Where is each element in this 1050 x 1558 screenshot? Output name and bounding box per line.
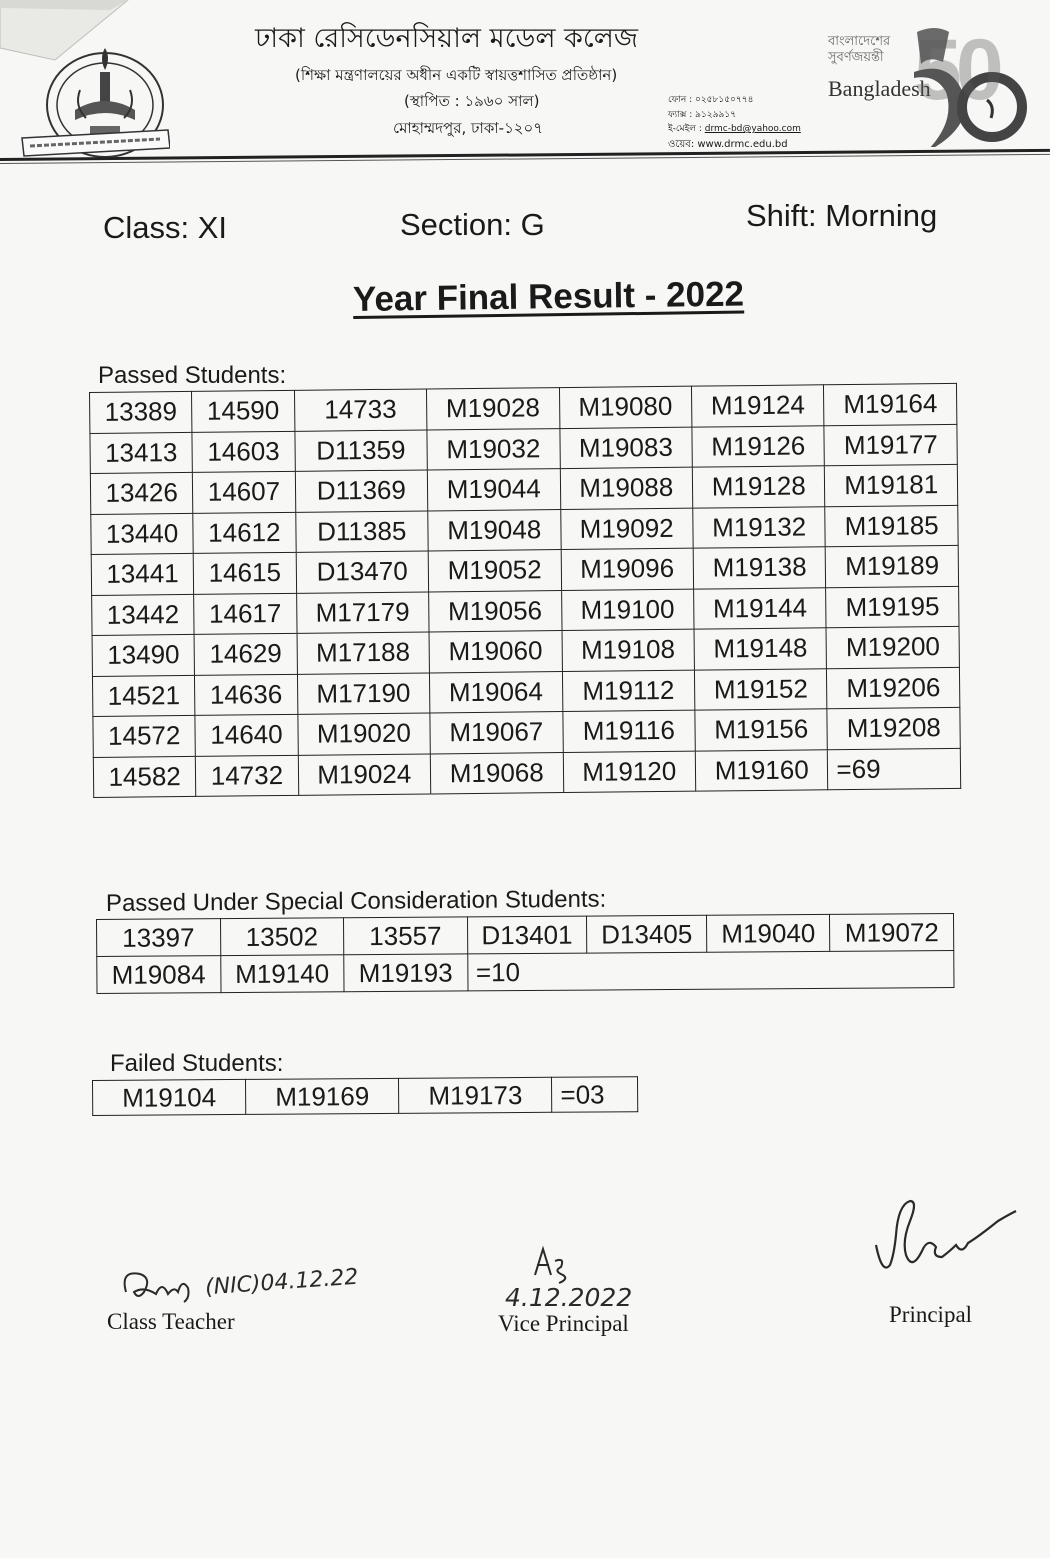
table-cell: 14590 <box>192 390 295 432</box>
table-cell: 14521 <box>92 675 195 717</box>
table-cell: M19067 <box>430 712 563 754</box>
table-cell: M19200 <box>826 626 959 668</box>
table-cell: 13557 <box>343 917 467 955</box>
college-address: মোহাম্মদপুর, ঢাকা-১২০৭ <box>393 119 544 137</box>
table-cell: M19185 <box>825 505 958 547</box>
table-cell: 13397 <box>97 919 221 957</box>
email-label: ই-মেইল : <box>668 124 705 134</box>
class-label: Class: XI <box>103 210 228 245</box>
special-consideration-title: Passed Under Special Consideration Students: <box>105 885 607 917</box>
table-cell: M19096 <box>561 548 694 590</box>
passed-students-table <box>89 383 961 798</box>
table-cell: M19028 <box>427 388 560 430</box>
college-name: ঢাকা রেসিডেনসিয়াল মডেল কলেজ <box>255 23 639 54</box>
table-cell: M19193 <box>344 954 468 992</box>
table-cell: M19104 <box>93 1079 246 1115</box>
table-cell: 13413 <box>90 432 193 474</box>
table-cell: 14732 <box>196 755 299 797</box>
table-cell: M19195 <box>826 586 959 628</box>
established-year: (স্থাপিত : ১৯৬০ সাল) <box>404 92 540 110</box>
shift-label: Shift: Morning <box>746 198 938 233</box>
table-cell: M19024 <box>298 753 431 795</box>
table-cell: M19044 <box>427 469 560 511</box>
class-teacher-label: Class Teacher <box>107 1309 235 1334</box>
table-cell: M19164 <box>824 383 957 425</box>
table-cell: 14629 <box>194 633 297 675</box>
table-cell: 13440 <box>91 513 194 555</box>
table-cell: M19056 <box>429 590 562 632</box>
table-cell: M19140 <box>220 955 344 993</box>
table-cell: M19083 <box>559 427 692 469</box>
table-cell: M19108 <box>562 629 695 671</box>
table-cell: M19189 <box>826 545 959 587</box>
table-cell: M19068 <box>430 752 563 794</box>
table-cell: M19060 <box>429 631 562 673</box>
table-cell: M19124 <box>691 385 824 427</box>
table-cell: 14572 <box>93 715 196 757</box>
passed-students-title: Passed Students: <box>98 362 287 389</box>
table-cell: 13426 <box>90 472 193 514</box>
failed-students-table <box>92 1076 638 1116</box>
table-cell: 13502 <box>220 918 344 956</box>
table-cell: =03 <box>552 1077 638 1113</box>
table-cell: 14733 <box>294 389 427 431</box>
vice-principal-date: 4.12.2022 <box>505 1283 633 1312</box>
result-title: Year Final Result - 2022 <box>352 274 745 319</box>
table-cell: M19144 <box>694 587 827 629</box>
bangladesh-50-logo <box>822 22 1032 147</box>
table-cell: D13401 <box>467 916 587 954</box>
table-cell: =69 <box>828 748 961 790</box>
table-cell: D11385 <box>295 510 428 552</box>
table-cell: M19052 <box>428 550 561 592</box>
logo-number-50: 50 <box>914 22 998 118</box>
table-cell: 13442 <box>92 594 195 636</box>
table-row <box>97 914 954 957</box>
table-cell: M19120 <box>563 751 696 793</box>
table-cell: 14603 <box>192 431 295 473</box>
table-cell: M19132 <box>693 506 826 548</box>
contact-email <box>668 121 801 136</box>
table-cell: M19116 <box>562 710 695 752</box>
table-cell: M19160 <box>695 749 828 791</box>
table-cell: 13389 <box>90 391 193 433</box>
table-cell: M19084 <box>97 956 221 994</box>
table-cell: 14607 <box>193 471 296 513</box>
contact-website: ওয়েব: www.drmc.edu.bd <box>668 139 788 150</box>
section-label: Section: G <box>400 207 545 242</box>
vice-principal-signature <box>525 1245 570 1285</box>
principal-signature <box>868 1195 1028 1285</box>
table-cell: M19181 <box>825 464 958 506</box>
table-cell: M19169 <box>246 1078 399 1114</box>
table-cell: D13405 <box>587 915 707 953</box>
table-cell: M19072 <box>830 914 954 952</box>
table-cell: =10 <box>467 951 954 991</box>
table-cell: 14640 <box>195 714 298 756</box>
table-cell: M19138 <box>693 547 826 589</box>
table-cell: M19088 <box>560 467 693 509</box>
table-cell: M19048 <box>428 509 561 551</box>
college-seal-logo <box>20 30 170 158</box>
table-cell: 14615 <box>193 552 296 594</box>
contact-fax: ফ্যাক্স : ৯১২৯৯১৭ <box>668 110 737 120</box>
table-row <box>97 951 954 994</box>
table-cell: M19208 <box>827 707 960 749</box>
special-consideration-table <box>96 913 955 994</box>
table-cell: M19064 <box>429 671 562 713</box>
table-cell: M19156 <box>695 709 828 751</box>
table-cell: D11359 <box>294 429 427 471</box>
table-cell: 14582 <box>93 756 196 798</box>
principal-label: Principal <box>889 1302 973 1327</box>
table-cell: 13441 <box>91 553 194 595</box>
class-teacher-signature <box>118 1262 208 1307</box>
table-cell: M19040 <box>706 914 830 952</box>
table-cell: M17188 <box>297 632 430 674</box>
table-row <box>93 748 960 798</box>
table-cell: M19112 <box>562 670 695 712</box>
table-cell: D11369 <box>295 470 428 512</box>
college-subtitle: (শিক্ষা মন্ত্রণালয়ের অধীন একটি স্বায়ত্তশাসিত প্রতিষ্ঠান) <box>295 66 618 84</box>
class-teacher-date-note: (NIC)04.12.22 <box>204 1264 360 1301</box>
table-cell: M19128 <box>692 466 825 508</box>
table-cell: M19020 <box>297 713 430 755</box>
logo-bangladesh-text: Bangladesh <box>828 76 931 101</box>
table-cell: M17179 <box>296 591 429 633</box>
table-cell: M19092 <box>560 508 693 550</box>
vice-principal-label: Vice Principal <box>498 1311 629 1336</box>
table-row <box>93 1077 638 1116</box>
table-cell: D13470 <box>296 551 429 593</box>
email-address: drmc-bd@yahoo.com <box>704 124 801 134</box>
table-cell: 14612 <box>193 512 296 554</box>
contact-phone: ফোন : ০২৫৮১৫০৭৭৪ <box>668 95 754 105</box>
table-cell: 14636 <box>195 674 298 716</box>
table-cell: 14617 <box>194 593 297 635</box>
golden-jubilee-bengali: বাংলাদেশের সুবর্ণজয়ন্তী <box>828 34 891 65</box>
table-cell: M19126 <box>692 425 825 467</box>
failed-students-title: Failed Students: <box>110 1050 284 1077</box>
table-cell: 13490 <box>92 634 195 676</box>
table-cell: M17190 <box>297 672 430 714</box>
table-cell: M19152 <box>694 668 827 710</box>
table-cell: M19148 <box>694 628 827 670</box>
table-cell: M19032 <box>427 428 560 470</box>
table-cell: M19206 <box>827 667 960 709</box>
table-cell: M19100 <box>561 589 694 631</box>
table-cell: M19080 <box>559 386 692 428</box>
table-cell: M19177 <box>824 424 957 466</box>
table-cell: M19173 <box>399 1077 552 1113</box>
